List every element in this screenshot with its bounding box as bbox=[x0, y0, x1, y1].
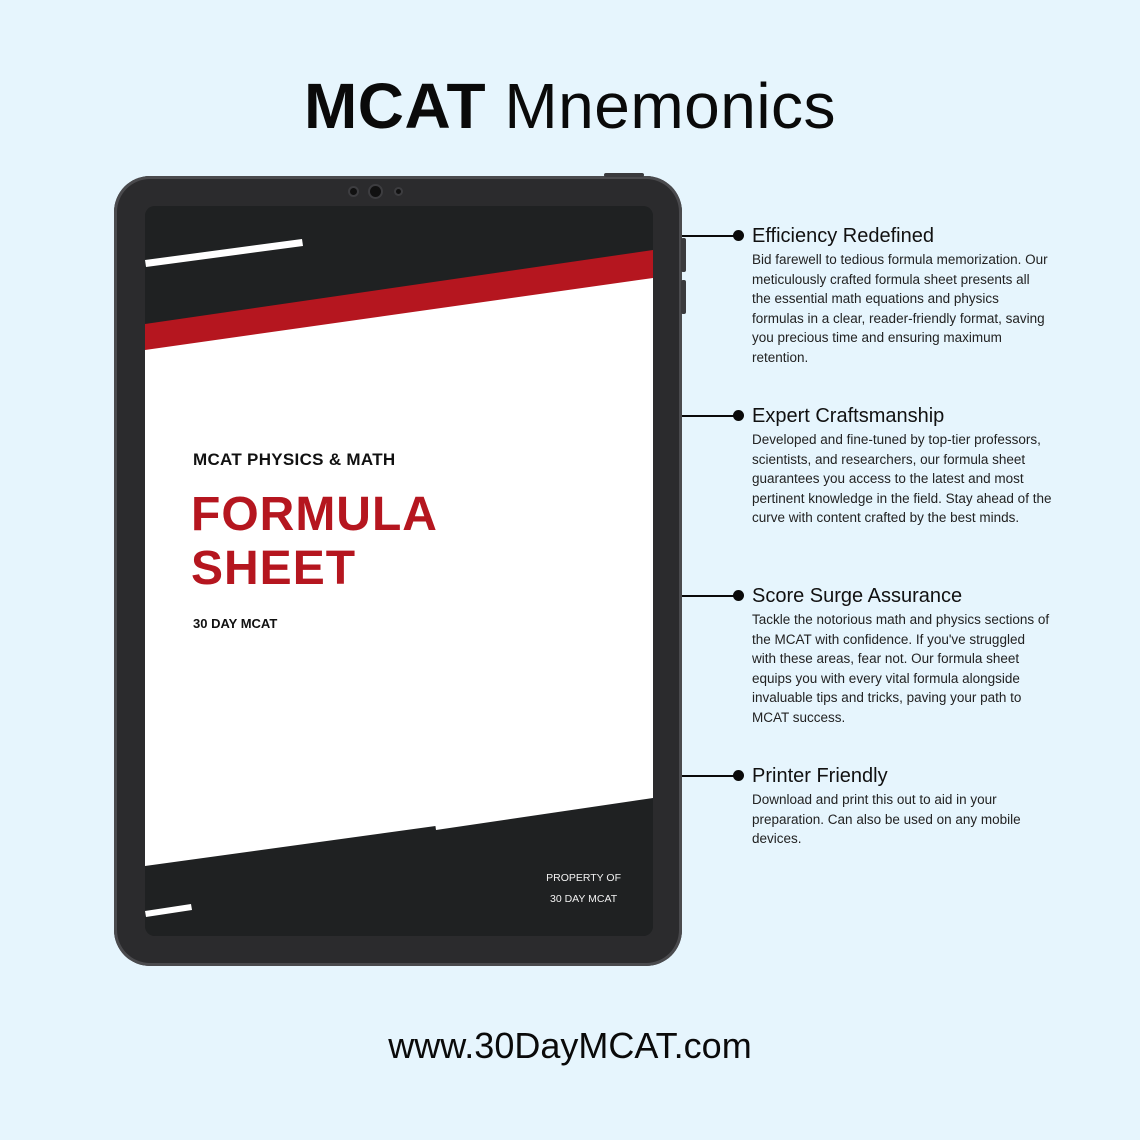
feature-heading: Efficiency Redefined bbox=[752, 225, 934, 247]
cover-subtitle: MCAT PHYSICS & MATH bbox=[193, 450, 396, 469]
feature-craftsmanship bbox=[752, 404, 1052, 528]
bullet-icon bbox=[733, 590, 744, 601]
flash-icon bbox=[396, 189, 401, 194]
feature-score-surge bbox=[752, 584, 1052, 727]
connector-line bbox=[682, 595, 738, 597]
cover-brand: 30 DAY MCAT bbox=[193, 616, 278, 631]
feature-efficiency bbox=[752, 224, 1052, 367]
property-line1: PROPERTY OF bbox=[546, 872, 621, 884]
volume-down-button bbox=[681, 280, 686, 314]
feature-body: Bid farewell to tedious formula memorization. Our meticulously crafted formula sheet presents all the essential math equations and physics formulas in a clear, reader-friendly format, saving you precious time and ensuring maximum retention. bbox=[752, 252, 1048, 365]
title-bold: MCAT bbox=[303, 70, 487, 142]
connector-line bbox=[682, 235, 738, 237]
tablet-screen bbox=[145, 206, 653, 936]
title-light: Mnemonics bbox=[504, 70, 837, 142]
camera-icon bbox=[370, 186, 381, 197]
power-button bbox=[604, 173, 644, 177]
feature-body: Developed and fine-tuned by top-tier professors, scientists, and researchers, our formula sheet guarantees you access to the latest and most pertinent knowledge in the field. Stay ahead of the curve with content crafted by the best minds. bbox=[752, 432, 1052, 525]
cover-title-line2: SHEET bbox=[191, 542, 357, 595]
bullet-icon bbox=[733, 230, 744, 241]
feature-heading: Score Surge Assurance bbox=[752, 585, 963, 607]
cover-title bbox=[191, 488, 438, 596]
feature-body: Tackle the notorious math and physics sections of the MCAT with confidence. If you've struggled with these areas, fear not. Our formula sheet equips you with every vital formula alongside invaluable tips and tricks, paving your path to MCAT success. bbox=[752, 612, 1050, 725]
cover-title-line1: FORMULA bbox=[191, 488, 438, 541]
volume-up-button bbox=[681, 238, 686, 272]
property-line2: 30 DAY MCAT bbox=[550, 893, 618, 905]
sensor-icon bbox=[350, 188, 357, 195]
website-link[interactable]: www.30DayMCAT.com bbox=[388, 1025, 752, 1066]
bullet-icon bbox=[733, 410, 744, 421]
bullet-icon bbox=[733, 770, 744, 781]
camera-bar bbox=[114, 186, 682, 200]
cover-property bbox=[546, 868, 621, 910]
feature-heading: Expert Craftsmanship bbox=[752, 405, 945, 427]
page-title bbox=[0, 66, 1140, 146]
feature-body: Download and print this out to aid in your preparation. Can also be used on any mobile devices. bbox=[752, 792, 1021, 846]
connector-line bbox=[682, 415, 738, 417]
feature-printer-friendly bbox=[752, 764, 1052, 849]
feature-heading: Printer Friendly bbox=[752, 765, 888, 787]
connector-line bbox=[682, 775, 738, 777]
